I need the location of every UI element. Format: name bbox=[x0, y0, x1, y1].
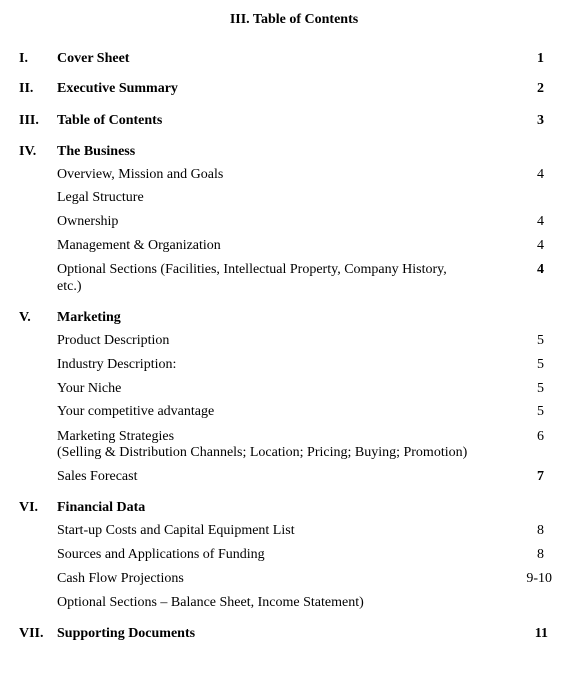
section-title: The Business bbox=[57, 144, 136, 159]
toc-item-label: Sources and Applications of Funding bbox=[57, 547, 265, 562]
toc-item-page-number: 8 bbox=[537, 523, 544, 538]
toc-item-label: Product Description bbox=[57, 333, 170, 348]
section-title: Table of Contents bbox=[57, 113, 163, 128]
toc-item-label-line-1: Optional Sections (Facilities, Intellectual Property, Company History, bbox=[57, 262, 447, 277]
toc-item-page-number: 4 bbox=[537, 262, 544, 277]
toc-item-label: Cash Flow Projections bbox=[57, 571, 184, 586]
toc-item-label: Ownership bbox=[57, 214, 119, 229]
toc-item-label: Industry Description: bbox=[57, 357, 177, 372]
section-title: Marketing bbox=[57, 310, 121, 325]
toc-item-page-number: 5 bbox=[537, 404, 544, 419]
section-numeral: V. bbox=[19, 310, 31, 325]
section-page-number: 1 bbox=[537, 51, 544, 66]
section-page-number: 11 bbox=[534, 626, 548, 641]
section-numeral: III. bbox=[19, 113, 39, 128]
toc-item-page-number: 4 bbox=[537, 167, 544, 182]
toc-item-page-number: 4 bbox=[537, 238, 544, 253]
section-numeral: VII. bbox=[19, 626, 44, 641]
toc-item-page-number: 9-10 bbox=[526, 571, 552, 586]
toc-item-page-number: 7 bbox=[537, 469, 544, 484]
toc-item-page-number: 5 bbox=[537, 381, 544, 396]
toc-item-label: Management & Organization bbox=[57, 238, 221, 253]
toc-item-label-line-2: (Selling & Distribution Channels; Location; Pricing; Buying; Promotion) bbox=[57, 445, 468, 460]
toc-item-page-number: 4 bbox=[537, 214, 544, 229]
toc-item-label: Overview, Mission and Goals bbox=[57, 167, 224, 182]
toc-item-label: Sales Forecast bbox=[57, 469, 138, 484]
section-numeral: VI. bbox=[19, 500, 39, 515]
toc-item-page-number: 5 bbox=[537, 357, 544, 372]
section-page-number: 2 bbox=[537, 81, 544, 96]
section-title: Executive Summary bbox=[57, 81, 178, 96]
toc-item-label: Your Niche bbox=[57, 381, 122, 396]
page-title: III. Table of Contents bbox=[229, 12, 359, 27]
section-numeral: II. bbox=[19, 81, 34, 96]
toc-item-page-number: 6 bbox=[537, 429, 544, 444]
toc-item-label: Your competitive advantage bbox=[57, 404, 215, 419]
section-numeral: I. bbox=[19, 51, 28, 66]
section-numeral: IV. bbox=[19, 144, 37, 159]
toc-item-label-line-1: Marketing Strategies bbox=[57, 429, 175, 444]
toc-item-label: Optional Sections – Balance Sheet, Income Statement) bbox=[57, 595, 364, 610]
section-title: Supporting Documents bbox=[57, 626, 196, 641]
toc-item-label: Start-up Costs and Capital Equipment List bbox=[57, 523, 295, 538]
toc-item-label-line-2: etc.) bbox=[57, 279, 82, 294]
toc-item-page-number: 8 bbox=[537, 547, 544, 562]
toc-item-label: Legal Structure bbox=[57, 190, 144, 205]
section-title: Cover Sheet bbox=[57, 51, 130, 66]
toc-item-page-number: 5 bbox=[537, 333, 544, 348]
section-page-number: 3 bbox=[537, 113, 544, 128]
section-title: Financial Data bbox=[57, 500, 146, 515]
